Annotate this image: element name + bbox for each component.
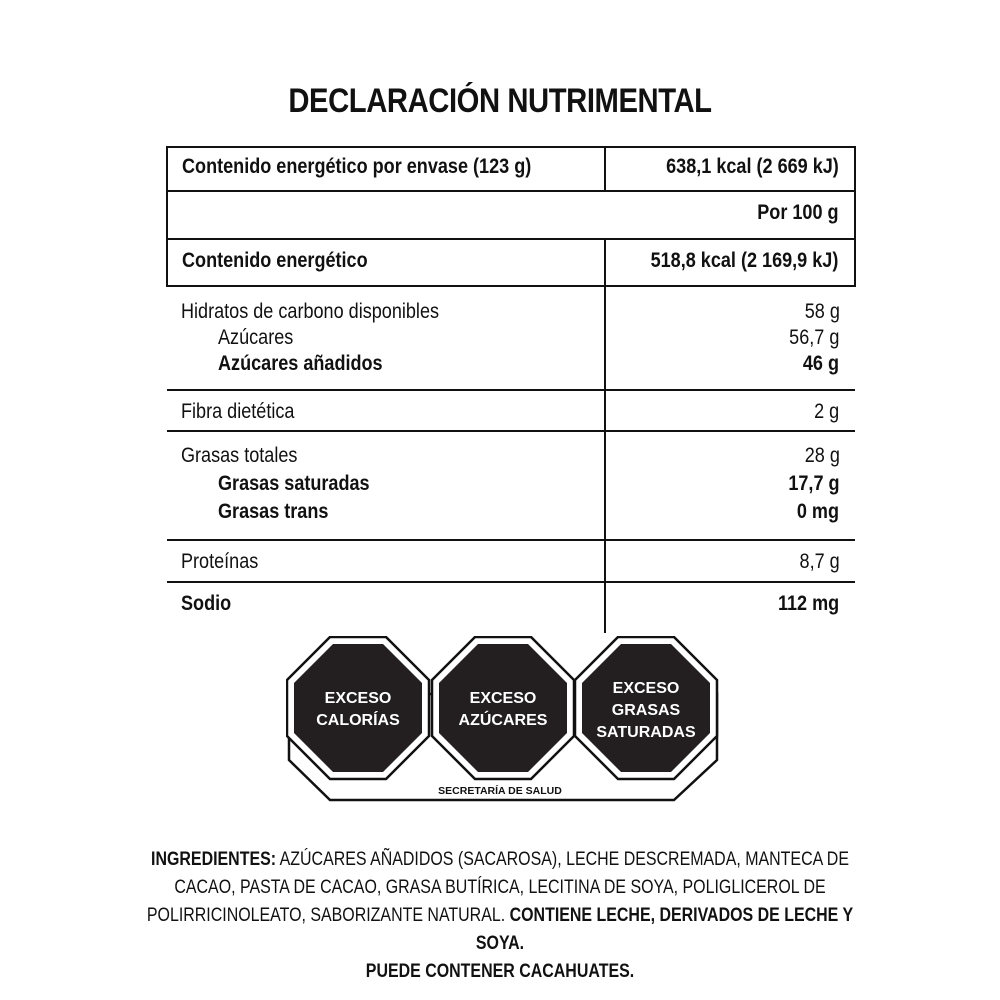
- energy-value: 518,8 kcal (2 169,9 kJ): [650, 249, 839, 272]
- seal-3-line2: GRASAS: [611, 702, 681, 719]
- table-row: [167, 191, 855, 239]
- seal-2-line2: AZÚCARES: [458, 712, 548, 729]
- seal-1-line2: CALORÍAS: [316, 712, 400, 729]
- table-row: [167, 390, 855, 431]
- added-sugars-value: 46 g: [803, 352, 840, 375]
- seal-2-line1: EXCESO: [469, 690, 537, 707]
- seal-authority-label: SECRETARÍA DE SALUD: [438, 785, 562, 797]
- energy-per-package-value: 638,1 kcal (2 669 kJ): [665, 155, 839, 178]
- fiber-label: Fibra dietética: [181, 400, 295, 423]
- protein-value: 8,7 g: [799, 550, 840, 573]
- ingredients-text: AZÚCARES AÑADIDOS (SACAROSA), LECHE DESCREMADA, MANTECA DE CACAO, PASTA DE CACAO, GRASA BUTÍRICA, LECITINA DE SOYA, POLIGLICEROL DE POLIRRICINOLEATO, SABORIZANTE NATURAL.: [146, 849, 849, 926]
- protein-label: Proteínas: [181, 550, 259, 573]
- saturated-fat-value: 17,7 g: [788, 472, 840, 495]
- nutrition-table: [166, 146, 856, 633]
- energy-per-package-label: Contenido energético por envase (123 g): [182, 155, 532, 178]
- per-100g-header: Por 100 g: [757, 201, 839, 224]
- seal-3-line3: SATURADAS: [596, 724, 696, 741]
- seal-excess-saturated-fat: [575, 637, 717, 779]
- energy-label: Contenido energético: [182, 249, 368, 272]
- ingredients-heading: INGREDIENTES:: [151, 849, 277, 870]
- page-title: DECLARACIÓN NUTRIMENTAL: [288, 82, 712, 120]
- carbs-label: Hidratos de carbono disponibles: [181, 300, 440, 323]
- sugars-label: Azúcares: [218, 326, 294, 349]
- table-row: [167, 147, 855, 191]
- fats-label: Grasas totales: [181, 444, 298, 467]
- table-row: [167, 286, 855, 390]
- seal-1-line1: EXCESO: [324, 690, 392, 707]
- trans-fat-label: Grasas trans: [218, 500, 329, 523]
- warning-seals: [286, 636, 720, 804]
- table-row: [167, 431, 855, 540]
- fats-value: 28 g: [804, 444, 840, 467]
- sodium-value: 112 mg: [778, 592, 840, 615]
- trans-fat-value: 0 mg: [797, 500, 840, 523]
- seal-excess-calories: [287, 637, 429, 779]
- saturated-fat-label: Grasas saturadas: [218, 472, 370, 495]
- may-contain-text: PUEDE CONTENER CACAHUATES.: [365, 961, 635, 982]
- seal-3-line1: EXCESO: [612, 680, 680, 697]
- seal-excess-sugars: [432, 637, 574, 779]
- carbs-value: 58 g: [804, 300, 840, 323]
- table-row: [167, 582, 855, 633]
- added-sugars-label: Azúcares añadidos: [218, 352, 383, 375]
- sodium-label: Sodio: [181, 592, 232, 615]
- fiber-value: 2 g: [814, 400, 840, 423]
- table-row: [167, 239, 855, 286]
- ingredients-block: [120, 846, 880, 986]
- allergens-text: CONTIENE LECHE, DERIVADOS DE LECHE Y SOYA.: [475, 905, 854, 954]
- table-row: [167, 540, 855, 582]
- sugars-value: 56,7 g: [789, 326, 840, 349]
